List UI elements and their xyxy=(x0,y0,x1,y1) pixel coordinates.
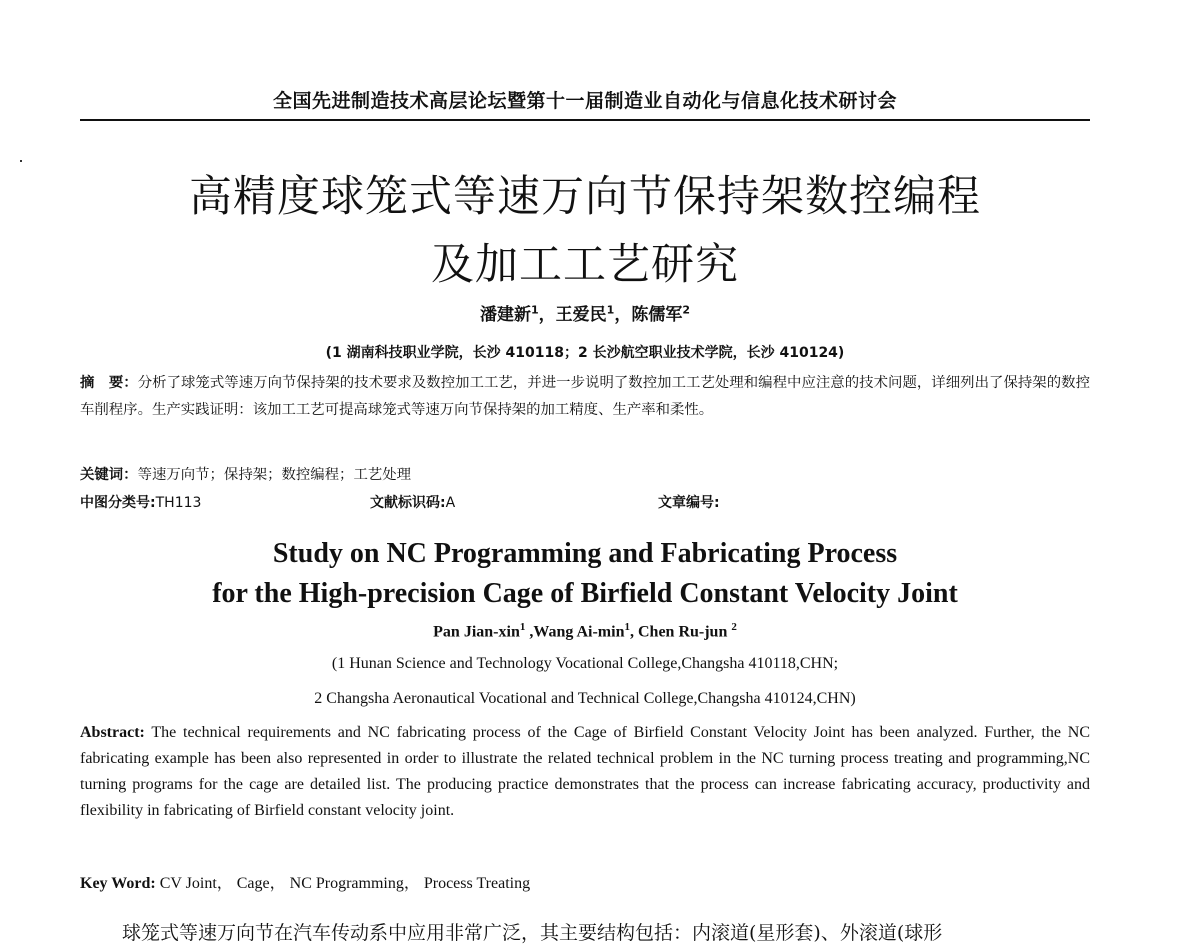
author-separator: , xyxy=(525,623,534,641)
author-affil-mark: 2 xyxy=(731,621,737,633)
author-name: 潘建新 xyxy=(480,305,532,325)
author-name: Pan Jian-xin xyxy=(433,623,520,641)
author-affil-mark: 1 xyxy=(519,621,526,633)
english-authors xyxy=(80,621,1090,641)
english-title-line-2: for the High-precision Cage of Birfield Constant Velocity Joint xyxy=(212,578,958,609)
document-code xyxy=(370,492,455,512)
clc-value: TH113 xyxy=(155,495,202,511)
chinese-keywords-label: 关键词： xyxy=(80,467,138,483)
english-title-line-1: Study on NC Programming and Fabricating Process xyxy=(272,538,898,569)
english-abstract-text: The technical requirements and NC fabricating process of the Cage of Birfield Constant Velocity Joint has been analyzed. Further, the NC fabricating example has been also represented in order to illustrate the related technical problem in the NC turning process treating and programming,NC turning programs for the cage are detailed list. The producing practice demonstrates that the process can increase fabricating accuracy, productivity and flexibility in fabricating of Birfield constant velocity joint. xyxy=(80,724,1090,819)
author-affil-mark: 1 xyxy=(624,621,630,633)
english-affiliation-line-2: 2 Changsha Aeronautical Vocational and Technical College,Changsha 410124,CHN) xyxy=(314,690,856,707)
english-keywords-label: Key Word: xyxy=(80,875,156,892)
author-separator: ， xyxy=(614,305,632,325)
author-name: Chen Ru-jun xyxy=(637,623,732,641)
author-separator: , xyxy=(629,623,638,641)
english-keywords-text: CV Joint， Cage， NC Programming， Process Treating xyxy=(155,875,531,892)
conference-header: 全国先进制造技术高层论坛暨第十一届制造业自动化与信息化技术研讨会 xyxy=(80,86,1090,121)
chinese-abstract-label: 摘 要： xyxy=(80,375,138,391)
english-affiliation-line-1: (1 Hunan Science and Technology Vocational College,Changsha 410118,CHN; xyxy=(331,655,839,672)
author-name: 王爱民 xyxy=(555,305,607,325)
english-abstract-label: Abstract: xyxy=(80,724,145,741)
document-code-label: 文献标识码: xyxy=(370,495,446,511)
english-keywords xyxy=(80,870,1090,893)
chinese-abstract xyxy=(80,370,1090,424)
classification-row xyxy=(80,492,1090,516)
document-code-value: A xyxy=(445,495,456,511)
chinese-affiliation: (1 湖南科技职业学院，长沙 410118；2 长沙航空职业技术学院，长沙 410124) xyxy=(325,345,845,361)
author-name: 陈儒军 xyxy=(631,305,683,325)
clc-number xyxy=(80,492,201,512)
author-name: Wang Ai-min xyxy=(533,623,625,641)
chinese-authors xyxy=(80,300,1090,325)
chinese-keywords-text: 等速万向节；保持架；数控编程；工艺处理 xyxy=(137,467,412,483)
scan-speck xyxy=(20,160,22,162)
chinese-abstract-text: 分析了球笼式等速万向节保持架的技术要求及数控加工工艺，并进一步说明了数控加工工艺处理和编程中应注意的技术问题，详细列出了保持架的数控车削程序。生产实践证明：该加工工艺可提高球笼式等速万向节保持架的加工精度、生产率和柔性。 xyxy=(80,375,1090,418)
author-affil-mark: 2 xyxy=(682,303,690,317)
author-separator: ， xyxy=(538,305,556,325)
author-affil-mark: 1 xyxy=(606,303,615,317)
chinese-keywords xyxy=(80,463,1090,484)
chinese-title-line-1: 高精度球笼式等速万向节保持架数控编程 xyxy=(189,172,981,222)
article-number xyxy=(658,492,720,512)
body-paragraph: 球笼式等速万向节在汽车传动系中应用非常广泛，其主要结构包括：内滚道(星形套)、外滚道(球形 xyxy=(122,922,943,944)
chinese-title-line-2: 及加工工艺研究 xyxy=(431,240,739,290)
english-abstract xyxy=(80,720,1090,824)
author-affil-mark: 1 xyxy=(531,303,539,317)
clc-label: 中图分类号: xyxy=(80,495,156,511)
article-number-label: 文章编号: xyxy=(658,495,720,511)
